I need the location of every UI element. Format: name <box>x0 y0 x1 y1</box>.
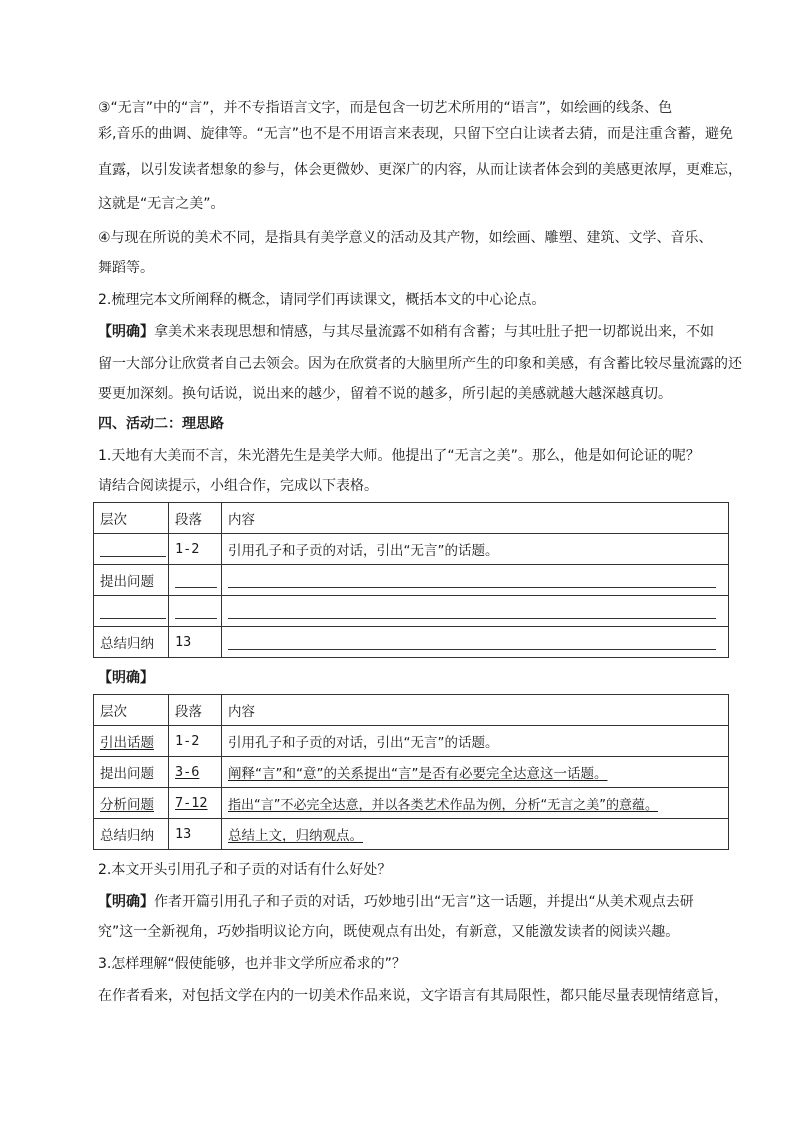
answer-2-line-1 <box>98 322 714 342</box>
table-header-row <box>94 695 729 726</box>
blank-line[interactable] <box>175 573 217 588</box>
question-2b: 2.本文开头引用孔子和子贡的对话有什么好处？ <box>98 862 392 878</box>
table-row <box>94 788 729 819</box>
table-row <box>94 757 729 788</box>
header-paragraph: 段落 <box>169 695 222 726</box>
table-row <box>94 819 729 850</box>
cell-paragraph: 1-2 <box>169 726 222 757</box>
cell-level: 提出问题 <box>94 565 169 596</box>
cell-content: 阐释“言”和“意”的关系提出“言”是否有必要完全达意这一话题。 <box>222 757 729 788</box>
question-3: 3.怎样理解“假使能够，也并非文学所应希求的”？ <box>98 956 406 972</box>
answer-2b-text: 作者开篇引用孔子和子贡的对话，巧妙地引出“无言”这一话题，并提出“从美术观点去研 <box>154 894 694 910</box>
cell-paragraph: 13 <box>169 819 222 850</box>
cell-paragraph-blank[interactable] <box>169 596 222 627</box>
answer-3-line-1: 在作者看来，对包括文学在内的一切美术作品来说，文字语言有其局限性，都只能尽量表现情绪意旨， <box>98 988 728 1004</box>
answer-2b-line-1 <box>98 892 694 912</box>
blank-line[interactable] <box>228 635 716 650</box>
blank-line[interactable] <box>100 542 166 557</box>
cell-level-blank[interactable] <box>94 534 169 565</box>
paragraph-4-line-1: ④与现在所说的美术不同，是指具有美学意义的活动及其产物，如绘画、雕塑、建筑、文学、音乐、 <box>98 230 713 246</box>
cell-content: 引用孔子和子贡的对话，引出“无言”的话题。 <box>222 534 729 565</box>
question-1-line-2: 请结合阅读提示，小组合作，完成以下表格。 <box>98 478 378 494</box>
header-content: 内容 <box>222 503 729 534</box>
paragraph-4-line-2: 舞蹈等。 <box>98 260 154 276</box>
blank-line[interactable] <box>175 604 217 619</box>
cell-level: 提出问题 <box>94 757 169 788</box>
cell-content-blank[interactable] <box>222 596 729 627</box>
cell-content: 指出“言”不必完全达意，并以各类艺术作品为例，分析“无言之美”的意蕴。 <box>222 788 729 819</box>
cell-paragraph-blank[interactable] <box>169 565 222 596</box>
header-content: 内容 <box>222 695 729 726</box>
question-2: 2.梳理完本文所阐释的概念，请同学们再读课文，概括本文的中心论点。 <box>98 292 546 308</box>
answer-table <box>93 694 729 850</box>
section-heading-4: 四、活动二：理思路 <box>98 416 224 432</box>
paragraph-3-line-4: 这就是“无言之美”。 <box>98 196 225 212</box>
cell-content: 引用孔子和子贡的对话，引出“无言”的话题。 <box>222 726 729 757</box>
blank-line[interactable] <box>100 604 166 619</box>
cell-level: 引出话题 <box>94 726 169 757</box>
cell-content-blank[interactable] <box>222 627 729 658</box>
header-level: 层次 <box>94 503 169 534</box>
question-1-line-1: 1.天地有大美而不言，朱光潜先生是美学大师。他提出了“无言之美”。那么，他是如何论证的呢？ <box>98 448 700 464</box>
paragraph-3-line-2: 彩,音乐的曲调、旋律等。“无言”也不是不用语言来表现，只留下空白让读者去猜，而是注重含蓄，避免 <box>98 126 733 142</box>
cell-level: 分析问题 <box>94 788 169 819</box>
answer-tag: 【明确】 <box>98 894 154 910</box>
cell-level-blank[interactable] <box>94 596 169 627</box>
answer-label: 【明确】 <box>98 670 154 686</box>
header-paragraph: 段落 <box>169 503 222 534</box>
cell-paragraph: 1-2 <box>169 534 222 565</box>
blank-line[interactable] <box>228 604 716 619</box>
answer-2-line-2: 留一大部分让欣赏者自己去领会。因为在欣赏者的大脑里所产生的印象和美感，有含蓄比较尽量流露的还 <box>98 356 742 372</box>
answer-2b-line-2: 究”这一全新视角，巧妙指明议论方向，既使观点有出处，有新意，又能激发读者的阅读兴趣。 <box>98 924 680 940</box>
header-level: 层次 <box>94 695 169 726</box>
table-row <box>94 596 729 627</box>
table-header-row <box>94 503 729 534</box>
cell-paragraph: 7-12 <box>169 788 222 819</box>
paragraph-3-line-3: 直露，以引发读者想象的参与，体会更微妙、更深广的内容，从而让读者体会到的美感更浓厚，更难忘， <box>98 162 742 178</box>
paragraph-3-line-1: ③“无言”中的“言”，并不专指语言文字，而是包含一切艺术所用的“语言”，如绘画的线条、色 <box>98 100 673 116</box>
table-row <box>94 565 729 596</box>
cell-paragraph: 3-6 <box>169 757 222 788</box>
cell-level: 总结归纳 <box>94 627 169 658</box>
cell-content-blank[interactable] <box>222 565 729 596</box>
blank-line[interactable] <box>228 573 716 588</box>
table-row <box>94 627 729 658</box>
answer-2-text: 拿美术来表现思想和情感，与其尽量流露不如稍有含蓄；与其吐肚子把一切都说出来，不如 <box>154 324 714 340</box>
answer-2-line-3: 要更加深刻。换句话说，说出来的越少，留着不说的越多，所引起的美感就越大越深越真切。 <box>98 386 672 402</box>
table-row <box>94 534 729 565</box>
answer-tag: 【明确】 <box>98 324 154 340</box>
blank-table <box>93 502 729 658</box>
cell-level: 总结归纳 <box>94 819 169 850</box>
cell-content: 总结上文，归纳观点。 <box>222 819 729 850</box>
cell-paragraph: 13 <box>169 627 222 658</box>
table-row <box>94 726 729 757</box>
